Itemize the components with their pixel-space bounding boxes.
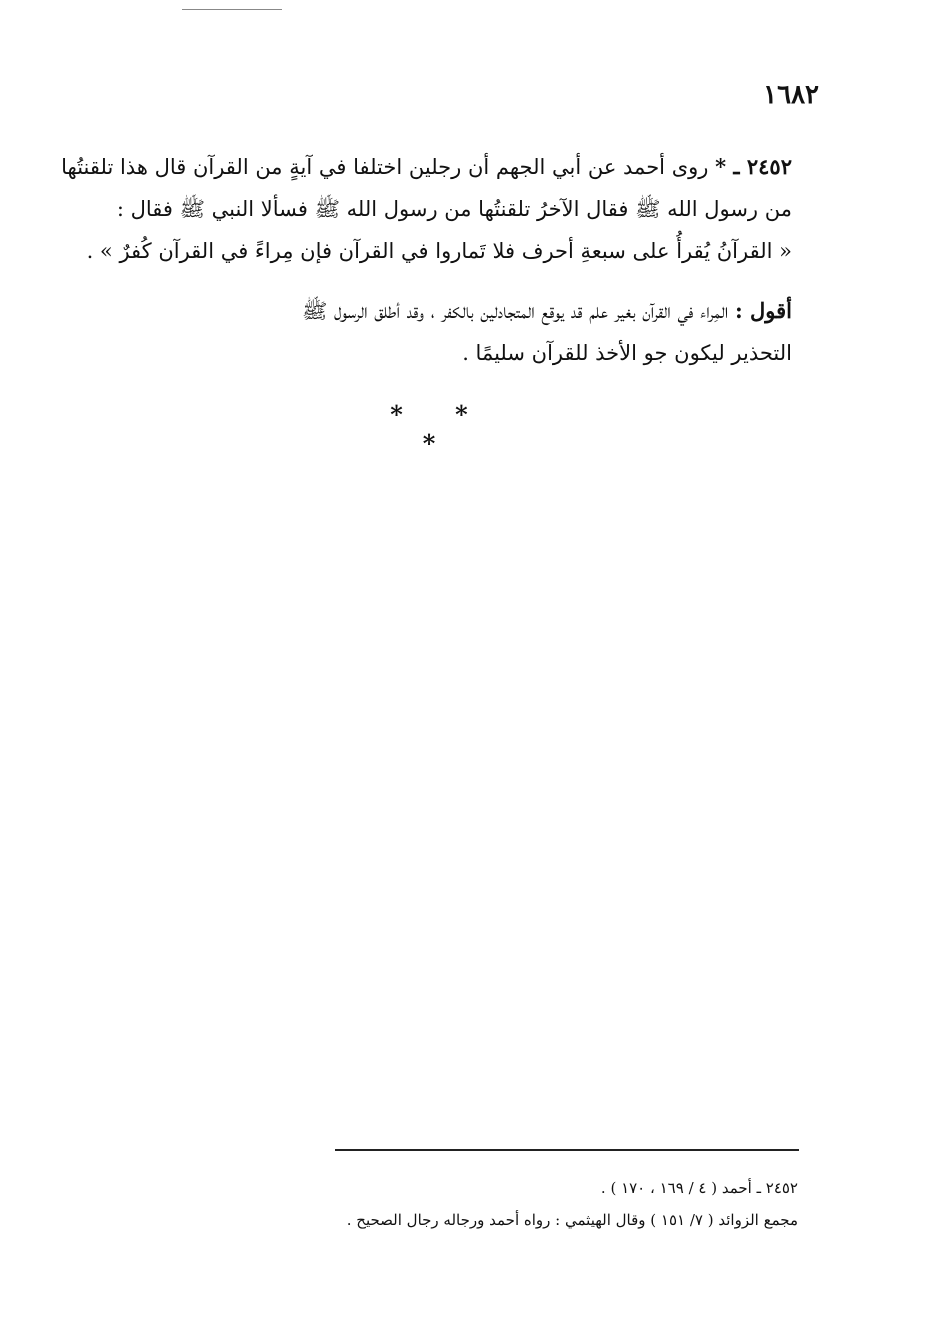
entry-line-1-text: روى أحمد عن أبي الجهم أن رجلين اختلفا في آيةٍ من القرآن قال هذا تلقنتُها: [61, 155, 709, 179]
entry-line-3: « القرآنُ يُقرأُ على سبعةِ أحرف فلا تَماروا في القرآن فإن مِراءً في القرآن كُفرٌ » .: [86, 239, 792, 263]
comment-line-1-text: المِراء في القرآن بغير علم قد يوقع المتجادلين بالكفر ، وقد أطلق الرسول ﷺ: [301, 299, 729, 323]
comment-line-2: التحذير ليكون جو الأخذ للقرآن سليمًا .: [462, 341, 792, 365]
entry-number: ٢٤٥٢ ـ *: [715, 154, 792, 179]
comment-line-1: [60, 290, 792, 332]
footnotes: [290, 1172, 798, 1236]
footnote-divider: [335, 1149, 799, 1151]
comment-lead: أقول :: [734, 298, 792, 323]
top-scan-line: [182, 9, 282, 10]
entry-line-1: [60, 146, 792, 188]
page-number: ١٦٨٢: [763, 80, 819, 110]
section-separator: * * *: [390, 400, 490, 458]
footnote-line-1: ٢٤٥٢ ـ أحمد ( ٤ / ١٦٩ ، ١٧٠ ) .: [600, 1179, 798, 1197]
hadith-entry: [60, 146, 792, 272]
footnote-line-2: مجمع الزوائد ( ٧/ ١٥١ ) وقال الهيثمي : رواه أحمد ورجاله رجال الصحيح .: [346, 1211, 798, 1229]
entry-line-2: من رسول الله ﷺ فقال الآخرُ تلقنتُها من رسول الله ﷺ فسألا النبي ﷺ فقال :: [116, 197, 792, 221]
author-comment: [60, 290, 792, 374]
